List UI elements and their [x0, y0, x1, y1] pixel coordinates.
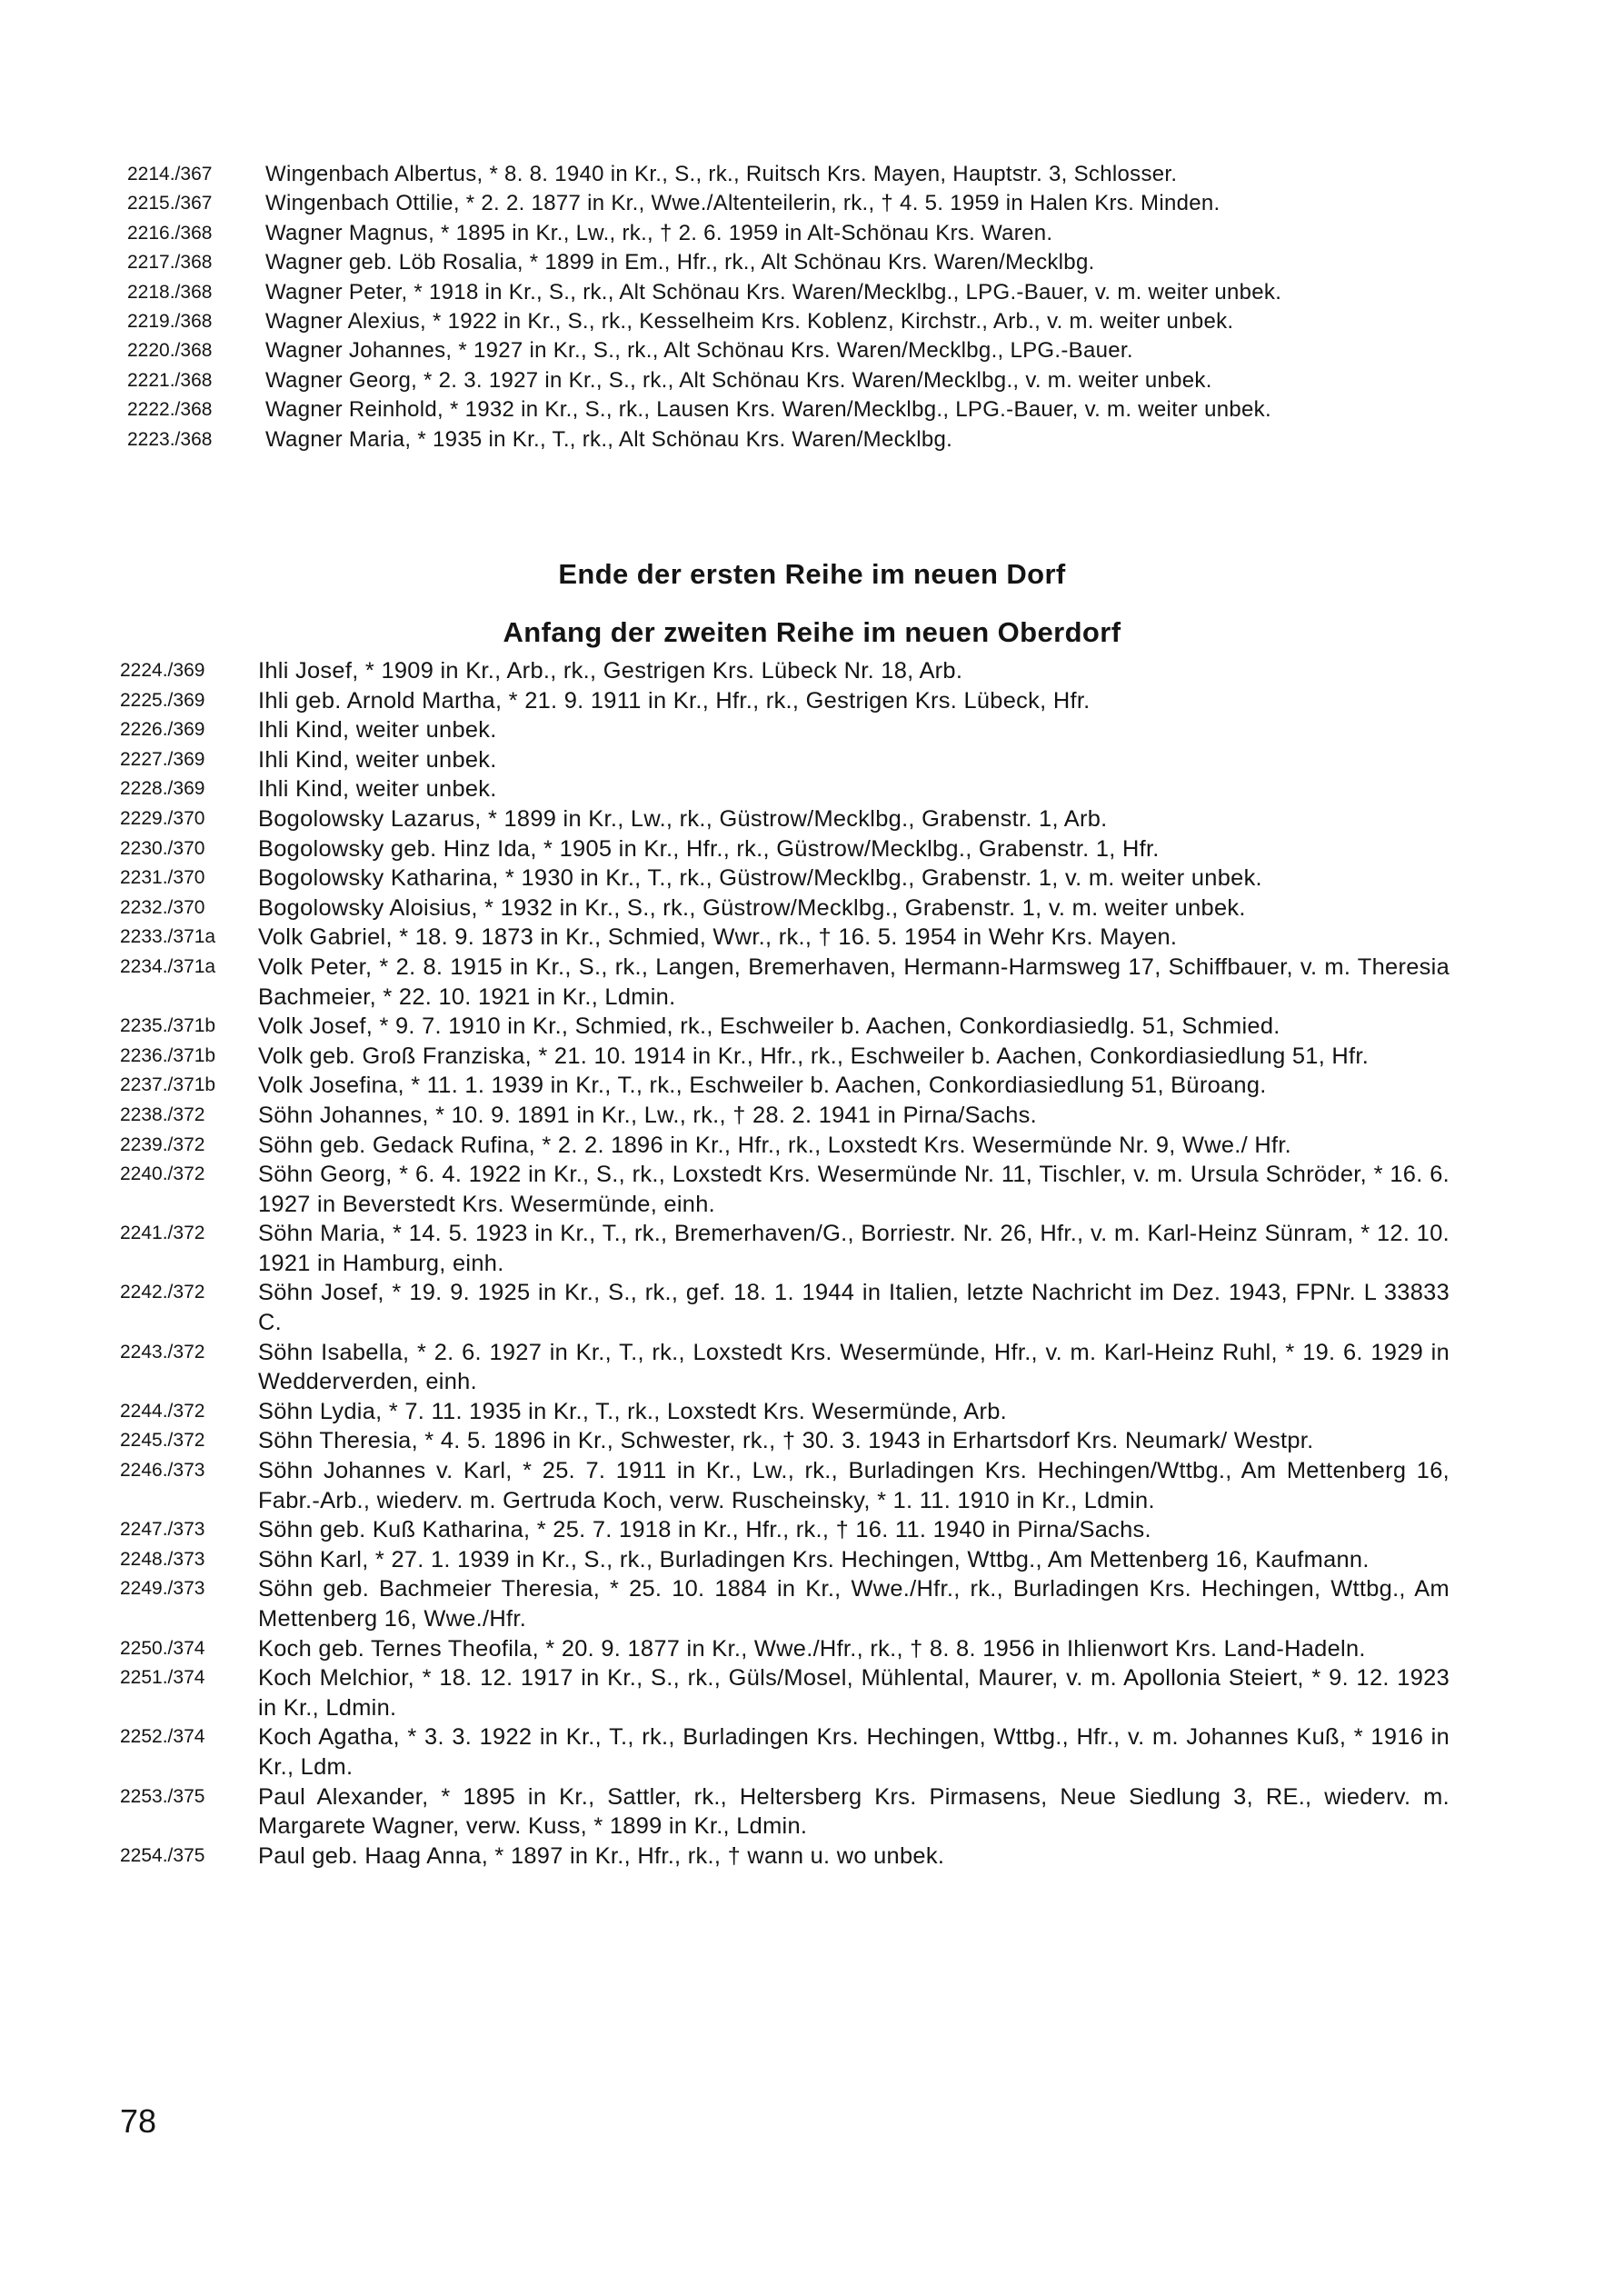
entry-number: 2237./371b [120, 1074, 216, 1096]
entry-number: 2218./368 [127, 281, 213, 303]
entry-number: 2245./372 [120, 1430, 205, 1452]
entry-text: Volk Peter, * 2. 8. 1915 in Kr., S., rk., Langen, Bremerhaven, Hermann-Harmsweg 17, Schiffbauer, v. m. Theresia Bachmeier, * 22. 10. 1921 in Kr., Ldmin. [258, 953, 1450, 1010]
entry-number: 2230./370 [120, 837, 205, 859]
entry-number: 2242./372 [120, 1282, 205, 1303]
register-entry [120, 804, 1450, 834]
entry-number: 2231./370 [120, 867, 205, 889]
entry-number: 2219./368 [127, 311, 213, 333]
register-entry [120, 1456, 1450, 1515]
entry-number: 2241./372 [120, 1223, 205, 1244]
entry-number: 2221./368 [127, 369, 213, 391]
entry-number: 2246./373 [120, 1460, 205, 1482]
register-entry [127, 160, 1450, 189]
register-entry [120, 834, 1450, 864]
entry-text: Wagner Johannes, * 1927 in Kr., S., rk., Alt Schönau Krs. Waren/Mecklbg., LPG.-Bauer. [265, 338, 1133, 364]
entry-text: Ihli Kind, weiter unbek. [258, 717, 497, 744]
entry-text: Söhn Isabella, * 2. 6. 1927 in Kr., T., rk., Loxstedt Krs. Wesermünde, Hfr., v. m. Karl-Heinz Ruhl, * 19. 6. 1929 in Wedderverden, einh. [258, 1339, 1450, 1395]
entry-text: Wingenbach Albertus, * 8. 8. 1940 in Kr., S., rk., Ruitsch Krs. Mayen, Hauptstr. 3, Schlosser. [265, 162, 1178, 186]
entry-number: 2225./369 [120, 689, 205, 711]
entry-text: Söhn Karl, * 27. 1. 1939 in Kr., S., rk., Burladingen Krs. Hechingen, Wttbg., Am Mettenberg 16, Kaufmann. [258, 1546, 1370, 1572]
register-entry [120, 1131, 1450, 1161]
entry-text: Wagner Alexius, * 1922 in Kr., S., rk., Kesselheim Krs. Koblenz, Kirchstr., Arb., v. m. weiter unbek. [265, 309, 1234, 334]
entry-text: Söhn Lydia, * 7. 11. 1935 in Kr., T., rk., Loxstedt Krs. Wesermünde, Arb. [258, 1398, 1008, 1424]
register-entry [120, 686, 1450, 716]
register-entry [120, 715, 1450, 745]
entry-text: Wagner Maria, * 1935 in Kr., T., rk., Alt Schönau Krs. Waren/Mecklbg. [265, 426, 953, 452]
page-number: 78 [120, 2102, 157, 2140]
register-entry [120, 1071, 1450, 1101]
entry-text: Ihli geb. Arnold Martha, * 21. 9. 1911 in Kr., Hfr., rk., Gestrigen Krs. Lübeck, Hfr. [258, 687, 1091, 714]
entry-text: Söhn Theresia, * 4. 5. 1896 in Kr., Schwester, rk., † 30. 3. 1943 in Erhartsdorf Krs. Neumark/ Westpr. [258, 1428, 1314, 1454]
entry-number: 2214./367 [127, 164, 213, 185]
register-entry [120, 1426, 1450, 1456]
entry-number: 2254./375 [120, 1844, 205, 1866]
register-entries-first-row [127, 160, 1450, 454]
entry-text: Söhn Maria, * 14. 5. 1923 in Kr., T., rk., Bremerhaven/G., Borriestr. Nr. 26, Hfr., v. m. Karl-Heinz Sünram, * 12. 10. 1921 in Hamburg, einh. [258, 1221, 1450, 1276]
entry-text: Koch geb. Ternes Theofila, * 20. 9. 1877 in Kr., Wwe./Hfr., rk., † 8. 8. 1956 in Ihlienwort Krs. Land-Hadeln. [258, 1635, 1366, 1662]
entry-number: 2234./371a [120, 955, 216, 977]
entry-number: 2235./371b [120, 1015, 216, 1037]
entry-text: Koch Melchior, * 18. 12. 1917 in Kr., S., rk., Güls/Mosel, Mühlental, Maurer, v. m. Apollonia Steiert, * 9. 12. 1923 in Kr., Ldmin. [258, 1665, 1450, 1721]
register-entry [127, 219, 1450, 248]
entry-text: Paul geb. Haag Anna, * 1897 in Kr., Hfr., rk., † wann u. wo unbek. [258, 1842, 945, 1869]
register-entry [120, 1042, 1450, 1072]
register-entry [127, 307, 1450, 336]
entry-number: 2253./375 [120, 1785, 205, 1807]
register-entry [120, 1278, 1450, 1337]
register-entry [127, 278, 1450, 307]
entry-number: 2222./368 [127, 399, 213, 421]
register-entry [120, 1101, 1450, 1131]
entry-number: 2239./372 [120, 1133, 205, 1155]
register-entry [127, 366, 1450, 395]
entry-text: Wagner Magnus, * 1895 in Kr., Lw., rk., † 2. 6. 1959 in Alt-Schönau Krs. Waren. [265, 220, 1053, 245]
entry-text: Wagner Reinhold, * 1932 in Kr., S., rk., Lausen Krs. Waren/Mecklbg., LPG.-Bauer, v. m. weiter unbek. [265, 397, 1271, 423]
entry-text: Koch Agatha, * 3. 3. 1922 in Kr., T., rk., Burladingen Krs. Hechingen, Wttbg., Hfr., v. m. Johannes Kuß, * 1916 in Kr., Ldm. [258, 1724, 1450, 1780]
entry-number: 2240./372 [120, 1163, 205, 1185]
entry-number: 2228./369 [120, 778, 205, 800]
entry-text: Ihli Kind, weiter unbek. [258, 776, 497, 803]
entry-number: 2215./367 [127, 193, 213, 215]
entry-text: Söhn Johannes, * 10. 9. 1891 in Kr., Lw., rk., † 28. 2. 1941 in Pirna/Sachs. [258, 1102, 1037, 1128]
register-entry [120, 1722, 1450, 1782]
entry-number: 2223./368 [127, 428, 213, 450]
register-entry [120, 1397, 1450, 1427]
entry-number: 2248./373 [120, 1548, 205, 1570]
register-entry [120, 1515, 1450, 1545]
entry-text: Söhn geb. Bachmeier Theresia, * 25. 10. 1884 in Kr., Wwe./Hfr., rk., Burladingen Krs. Hechingen, Wttbg., Am Mettenberg 16, Wwe./Hfr. [258, 1576, 1450, 1632]
entry-text: Volk Josef, * 9. 7. 1910 in Kr., Schmied, rk., Eschweiler b. Aachen, Conkordiasiedlg. 51, Schmied. [258, 1013, 1280, 1040]
register-entry [120, 1338, 1450, 1397]
register-entry [120, 1219, 1450, 1278]
register-entry [120, 1160, 1450, 1219]
register-entry [120, 893, 1450, 923]
entry-text: Söhn Johannes v. Karl, * 25. 7. 1911 in Kr., Lw., rk., Burladingen Krs. Hechingen/Wttbg., Am Mettenberg 16, Fabr.-Arb., wiederv. m. Gertruda Koch, verw. Ruscheinsky, * 1. 11. 1910 in Kr., Ldmin. [258, 1458, 1450, 1513]
register-entry [120, 1574, 1450, 1633]
register-entry [120, 1663, 1450, 1722]
entry-text: Bogolowsky geb. Hinz Ida, * 1905 in Kr., Hfr., rk., Güstrow/Mecklbg., Grabenstr. 1, Hfr. [258, 835, 1160, 862]
entry-text: Wagner geb. Löb Rosalia, * 1899 in Em., Hfr., rk., Alt Schönau Krs. Waren/Mecklbg. [265, 250, 1095, 275]
register-entry [127, 189, 1450, 218]
entry-text: Söhn Georg, * 6. 4. 1922 in Kr., S., rk., Loxstedt Krs. Wesermünde Nr. 11, Tischler, v. m. Ursula Schröder, * 16. 6. 1927 in Beverstedt Krs. Wesermünde, einh. [258, 1162, 1450, 1217]
entry-text: Söhn geb. Gedack Rufina, * 2. 2. 1896 in Kr., Hfr., rk., Loxstedt Krs. Wesermünde Nr. 9, Wwe./ Hfr. [258, 1132, 1292, 1158]
register-entry [120, 1634, 1450, 1664]
entry-number: 2229./370 [120, 807, 205, 829]
entry-text: Paul Alexander, * 1895 in Kr., Sattler, rk., Heltersberg Krs. Pirmasens, Neue Siedlung 3, RE., wiederv. m. Margarete Wagner, verw. Kuss, * 1899 in Kr., Ldmin. [258, 1783, 1450, 1840]
entry-text: Bogolowsky Katharina, * 1930 in Kr., T., rk., Güstrow/Mecklbg., Grabenstr. 1, v. m. weiter unbek. [258, 865, 1262, 892]
entry-text: Volk Josefina, * 11. 1. 1939 in Kr., T., rk., Eschweiler b. Aachen, Conkordiasiedlung 51, Büroang. [258, 1073, 1267, 1099]
entry-text: Ihli Kind, weiter unbek. [258, 746, 497, 773]
entry-text: Volk Gabriel, * 18. 9. 1873 in Kr., Schmied, Wwr., rk., † 16. 5. 1954 in Wehr Krs. Mayen. [258, 924, 1178, 951]
entry-number: 2236./371b [120, 1044, 216, 1066]
entry-number: 2217./368 [127, 252, 213, 274]
entry-number: 2250./374 [120, 1637, 205, 1659]
register-entry [120, 863, 1450, 893]
section-heading-end: Ende der ersten Reihe im neuen Dorf [558, 558, 1066, 590]
register-entry [120, 745, 1450, 775]
entry-number: 2216./368 [127, 222, 213, 244]
register-entries-second-row [120, 656, 1450, 1871]
entry-text: Wagner Peter, * 1918 in Kr., S., rk., Alt Schönau Krs. Waren/Mecklbg., LPG.-Bauer, v. m. weiter unbek. [265, 279, 1282, 304]
register-entry [120, 1012, 1450, 1042]
register-entry [120, 923, 1450, 953]
entry-number: 2224./369 [120, 660, 205, 681]
register-entry [127, 248, 1450, 277]
section-heading-start: Anfang der zweiten Reihe im neuen Oberdorf [503, 616, 1121, 648]
entry-number: 2227./369 [120, 748, 205, 770]
register-entry [127, 425, 1450, 454]
entry-number: 2233./371a [120, 926, 216, 948]
entry-number: 2251./374 [120, 1667, 205, 1689]
entry-number: 2243./372 [120, 1341, 205, 1363]
entry-text: Söhn Josef, * 19. 9. 1925 in Kr., S., rk., gef. 18. 1. 1944 in Italien, letzte Nachricht im Dez. 1943, FPNr. L 33833 C. [258, 1280, 1450, 1336]
register-entry [120, 1545, 1450, 1575]
register-entry [127, 336, 1450, 365]
register-entry [120, 656, 1450, 686]
register-entry [120, 774, 1450, 804]
entry-text: Volk geb. Groß Franziska, * 21. 10. 1914 in Kr., Hfr., rk., Eschweiler b. Aachen, Conkordiasiedlung 51, Hfr. [258, 1043, 1370, 1069]
entry-number: 2249./373 [120, 1578, 205, 1600]
entry-text: Söhn geb. Kuß Katharina, * 25. 7. 1918 in Kr., Hfr., rk., † 16. 11. 1940 in Pirna/Sachs. [258, 1517, 1151, 1543]
entry-text: Ihli Josef, * 1909 in Kr., Arb., rk., Gestrigen Krs. Lübeck Nr. 18, Arb. [258, 658, 963, 684]
entry-text: Bogolowsky Aloisius, * 1932 in Kr., S., rk., Güstrow/Mecklbg., Grabenstr. 1, v. m. weiter unbek. [258, 894, 1246, 921]
entry-number: 2252./374 [120, 1726, 205, 1748]
entry-number: 2247./373 [120, 1519, 205, 1541]
entry-number: 2244./372 [120, 1400, 205, 1422]
entry-text: Wagner Georg, * 2. 3. 1927 in Kr., S., rk., Alt Schönau Krs. Waren/Mecklbg., v. m. weiter unbek. [265, 367, 1212, 393]
entry-text: Wingenbach Ottilie, * 2. 2. 1877 in Kr., Wwe./Altenteilerin, rk., † 4. 5. 1959 in Halen Krs. Minden. [265, 191, 1220, 216]
entry-number: 2220./368 [127, 340, 213, 362]
register-entry [120, 953, 1450, 1012]
entry-number: 2226./369 [120, 719, 205, 741]
entry-number: 2232./370 [120, 896, 205, 918]
entry-number: 2238./372 [120, 1103, 205, 1125]
register-entry [127, 395, 1450, 424]
register-entry [120, 1842, 1450, 1872]
entry-text: Bogolowsky Lazarus, * 1899 in Kr., Lw., rk., Güstrow/Mecklbg., Grabenstr. 1, Arb. [258, 805, 1108, 832]
register-entry [120, 1782, 1450, 1842]
